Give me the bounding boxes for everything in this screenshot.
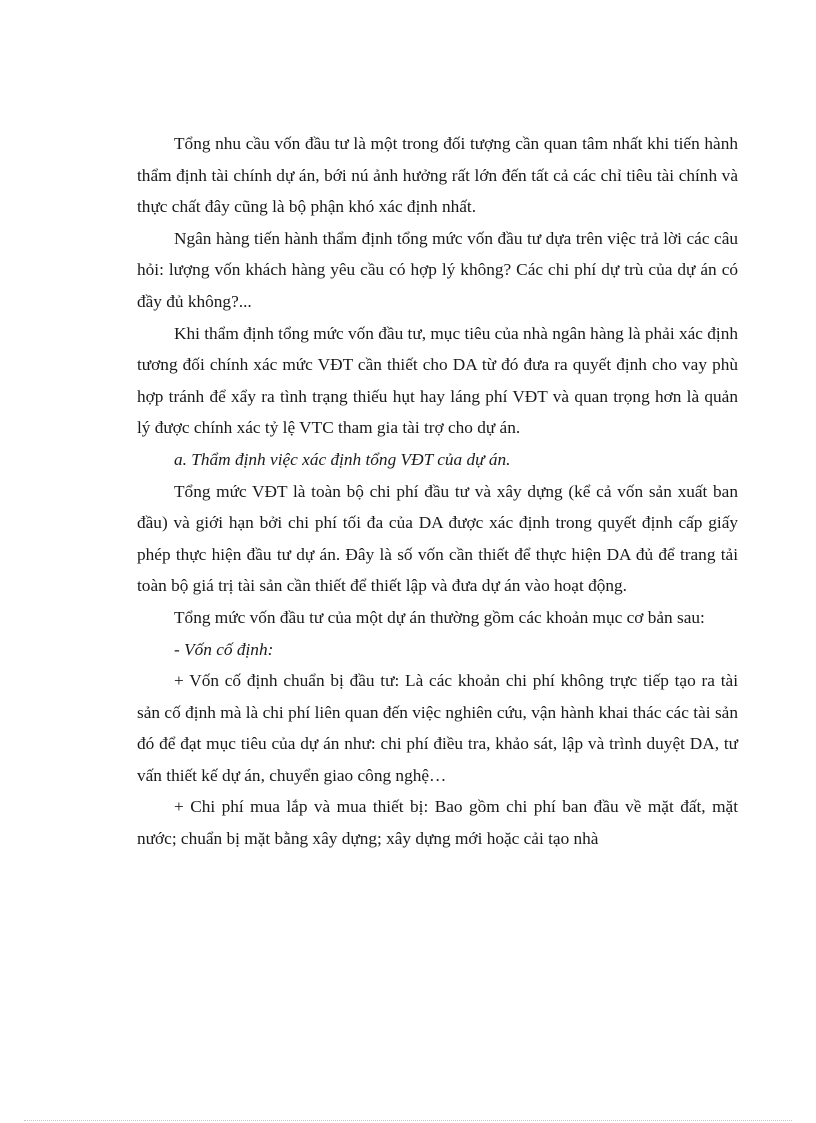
- paragraph-bank-appraisal-questions: Ngân hàng tiến hành thẩm định tổng mức vốn đầu tư dựa trên việc trả lời các câu hỏi: lượng vốn khách hàng yêu cầu có hợp lý không? Các chi phí dự trù của dự án có đầy đủ không?...: [137, 228, 738, 311]
- section-heading-a: a. Thẩm định việc xác định tổng VĐT của dự án.: [174, 449, 511, 469]
- page-bottom-divider: [24, 1120, 792, 1121]
- paragraph-capital-need-intro: Tổng nhu cầu vốn đầu tư là một trong đối tượng cần quan tâm nhất khi tiến hành thẩm định tài chính dự án, bới nú ảnh hưởng rất lớn đến tất cả các chỉ tiêu tài chính và thực chất đây cũng là bộ phận khó xác định nhất.: [137, 134, 738, 217]
- list-item-preparation-capital: + Vốn cố định chuẩn bị đầu tư: Là các khoản chi phí không trực tiếp tạo ra tài sản cố định mà là chi phí liên quan đến việc nghiên cứu, vận hành khai thác các tài sản đó để đạt mục tiêu của dự án như: chi phí điều tra, khảo sát, lập và trình duyệt DA, tư vấn thiết kế dự án, chuyển giao công nghệ…: [137, 671, 738, 785]
- paragraph-investment-items-intro: Tổng mức vốn đầu tư của một dự án thường gồm các khoản mục cơ bản sau:: [174, 607, 705, 627]
- paragraph-total-investment-definition: Tổng mức VĐT là toàn bộ chi phí đầu tư và xây dựng (kể cả vốn sản xuất ban đầu) và giới hạn bởi chi phí tối đa của DA được xác định trong quyết định cấp giấy phép thực hiện đầu tư dự án. Đây là số vốn cần thiết để thực hiện DA đủ để trang tải toàn bộ giá trị tài sản cần thiết để thiết lập và đưa dự án vào hoạt động.: [137, 481, 738, 596]
- paragraph-appraisal-objective: Khi thẩm định tổng mức vốn đầu tư, mục tiêu của nhà ngân hàng là phải xác định tương đối chính xác mức VĐT cần thiết cho DA từ đó đưa ra quyết định cho vay phù hợp tránh để xẩy ra tình trạng thiếu hụt hay láng phí VĐT và quan trọng hơn là quản lý được chính xác tỷ lệ VTC tham gia tài trợ cho dự án.: [137, 323, 738, 438]
- document-body: [137, 128, 738, 855]
- list-heading-fixed-capital: - Vốn cố định:: [174, 639, 274, 659]
- list-item-equipment-costs: + Chi phí mua lắp và mua thiết bị: Bao gồm chi phí ban đầu về mặt đất, mặt nước; chuẩn bị mặt bằng xây dựng; xây dựng mới hoặc cải tạo nhà: [137, 797, 738, 849]
